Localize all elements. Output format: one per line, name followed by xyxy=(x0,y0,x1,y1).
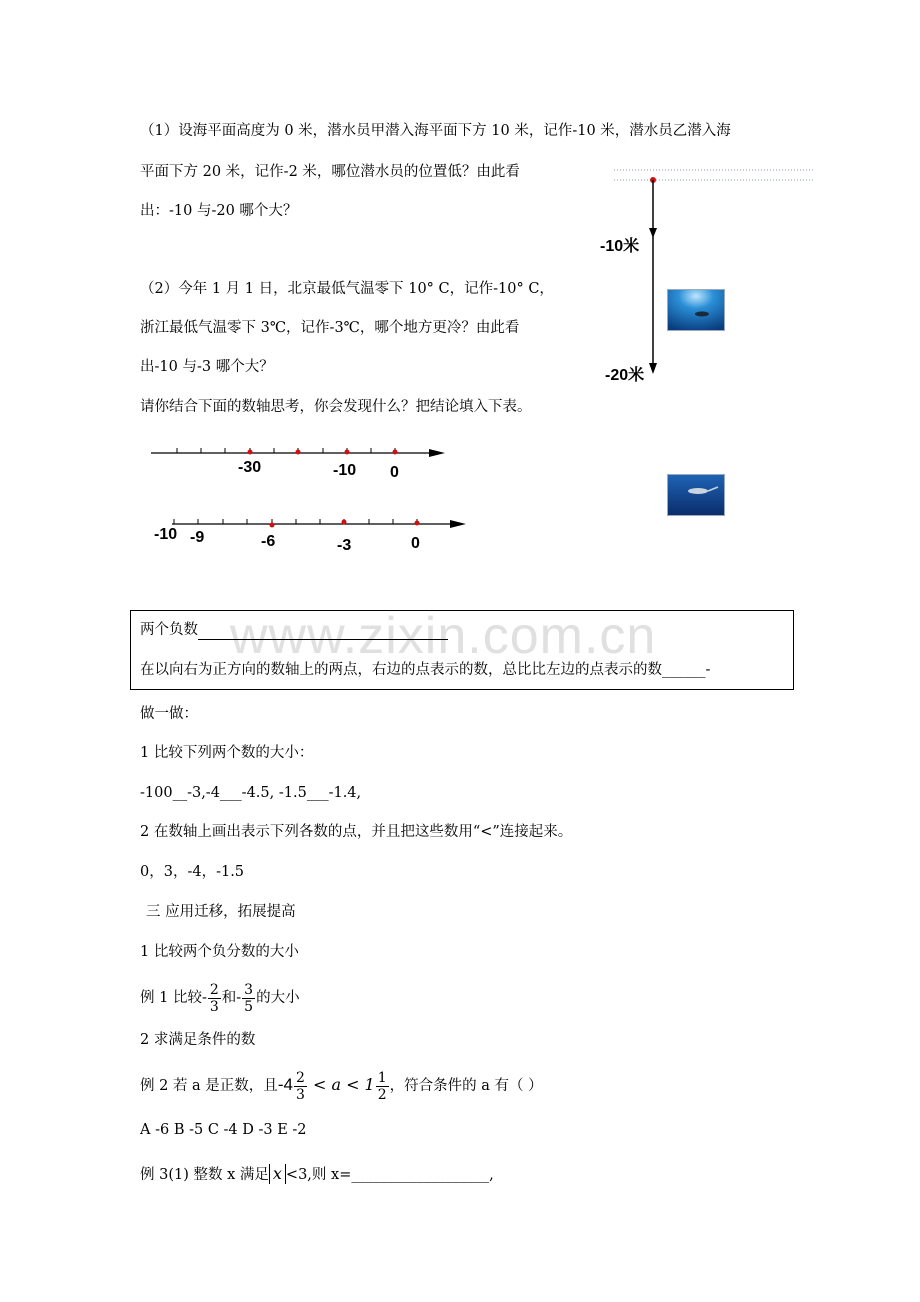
problem2-line3: 出-10 与-3 哪个大？ xyxy=(140,359,274,375)
axis2-point-minus-3 xyxy=(342,520,347,525)
label-minus-20-meters: -20米 xyxy=(605,367,645,384)
example2-int1: -4 xyxy=(277,1075,293,1094)
fraction-1-denominator: 3 xyxy=(209,998,219,1015)
example2 xyxy=(140,1065,543,1106)
axis2-label-minus-9: -9 xyxy=(190,529,205,546)
example1-suffix: 的大小 xyxy=(256,990,300,1006)
fraction-1-numerator: 2 xyxy=(209,981,219,998)
ex2-fraction-2-denominator: 2 xyxy=(377,1086,387,1103)
example3-suffix: <3,则 x=___________________, xyxy=(285,1167,494,1183)
watermark: www.zixin.com.cn xyxy=(230,607,657,665)
conclusion-line2: 在以向右为正方向的数轴上的两点，右边的点表示的数，总比比左边的点表示的数______- xyxy=(140,662,711,678)
axis1-point-minus-30 xyxy=(248,450,253,455)
example2-prefix: 例 2 若 a 是正数，且 xyxy=(140,1078,278,1094)
axis1-ticks xyxy=(177,448,395,453)
axis2-point-minus-6 xyxy=(270,523,275,528)
section3-heading: 三 应用迁移，拓展提高 xyxy=(146,904,296,920)
ex2-fraction-2-numerator: 1 xyxy=(377,1069,387,1086)
example2-inequality: < a < 1 xyxy=(307,1075,375,1094)
problem1-line1: （1）设海平面高度为 0 米，潜水员甲潜入海平面下方 10 米，记作-10 米，潜水员乙潜入海 xyxy=(140,123,731,139)
ex2-fraction-1-numerator: 2 xyxy=(295,1069,305,1086)
number-axis-1 xyxy=(145,440,455,470)
example1 xyxy=(140,978,300,1018)
number-axis-2 xyxy=(166,511,476,537)
example2-choices: A -6 B -5 C -4 D -3 E -2 xyxy=(140,1122,307,1138)
conclusion-line1-text: 两个负数 xyxy=(140,622,198,638)
axis2-label-minus-6: -6 xyxy=(261,533,276,550)
example2-fraction-1 xyxy=(294,1070,307,1103)
example1-fraction-1 xyxy=(208,982,221,1015)
practice-q1: 1 比较下列两个数的大小： xyxy=(140,745,314,761)
axis1-label-minus-10: -10 xyxy=(333,462,357,479)
axis2-label-minus-3: -3 xyxy=(337,537,352,554)
diver-photo-1 xyxy=(667,289,725,331)
section3-sub2: 2 求满足条件的数 xyxy=(140,1032,256,1048)
axis2-label-zero: 0 xyxy=(411,535,420,552)
example1-mid: 和- xyxy=(221,990,242,1006)
conclusion-blank[interactable] xyxy=(198,625,448,640)
axis2-label-minus-10: -10 xyxy=(154,526,178,543)
fraction-2-denominator: 5 xyxy=(244,998,254,1015)
practice-q2: 2 在数轴上画出表示下列各数的点，并且把这些数用“<”连接起来。 xyxy=(140,824,573,840)
problem2-line1: （2）今年 1 月 1 日，北京最低气温零下 10° C，记作-10° C， xyxy=(140,281,554,297)
conclusion-line1 xyxy=(140,620,448,640)
arrow-head-20 xyxy=(649,363,657,374)
example3 xyxy=(140,1164,494,1185)
depth-diagram xyxy=(600,160,820,400)
problem2-line2: 浙江最低气温零下 3℃，记作-3℃，哪个地方更冷？由此看 xyxy=(140,320,520,336)
axis1-point-zero xyxy=(393,450,398,455)
diver-photo-2 xyxy=(667,474,725,516)
axis2-ticks xyxy=(174,519,417,524)
practice-q1-items: -100__-3,-4___-4.5, -1.5___-1.4, xyxy=(140,785,362,801)
number-line-prompt: 请你结合下面的数轴思考，你会发现什么？把结论填入下表。 xyxy=(140,399,532,415)
axis1-label-zero: 0 xyxy=(390,464,399,481)
example3-prefix: 例 3(1) 整数 x 满足 xyxy=(140,1167,269,1183)
axis1-point-minus-10 xyxy=(345,450,350,455)
example1-fraction-2 xyxy=(242,982,255,1015)
axis1-point-minus-20 xyxy=(296,450,301,455)
problem1-line2: 平面下方 20 米，记作-2 米，哪位潜水员的位置低？由此看 xyxy=(140,164,520,180)
label-minus-10-meters: -10米 xyxy=(600,238,640,255)
axis2-point-zero xyxy=(415,521,420,526)
fraction-2-numerator: 3 xyxy=(244,981,254,998)
problem1-line3: 出：-10 与-20 哪个大？ xyxy=(140,203,298,219)
example3-abs-x: x xyxy=(269,1164,286,1184)
example2-fraction-2 xyxy=(376,1070,389,1103)
example2-suffix: ，符合条件的 a 有（ ） xyxy=(389,1078,543,1094)
ex2-fraction-1-denominator: 3 xyxy=(295,1086,305,1103)
axis1-label-minus-30: -30 xyxy=(238,459,262,476)
arrow-head-10 xyxy=(649,228,657,238)
example1-prefix: 例 1 比较- xyxy=(140,990,207,1006)
section3-sub1: 1 比较两个负分数的大小 xyxy=(140,944,299,960)
practice-q2-items: 0，3，-4，-1.5 xyxy=(140,864,245,880)
practice-heading: 做一做： xyxy=(140,706,198,722)
